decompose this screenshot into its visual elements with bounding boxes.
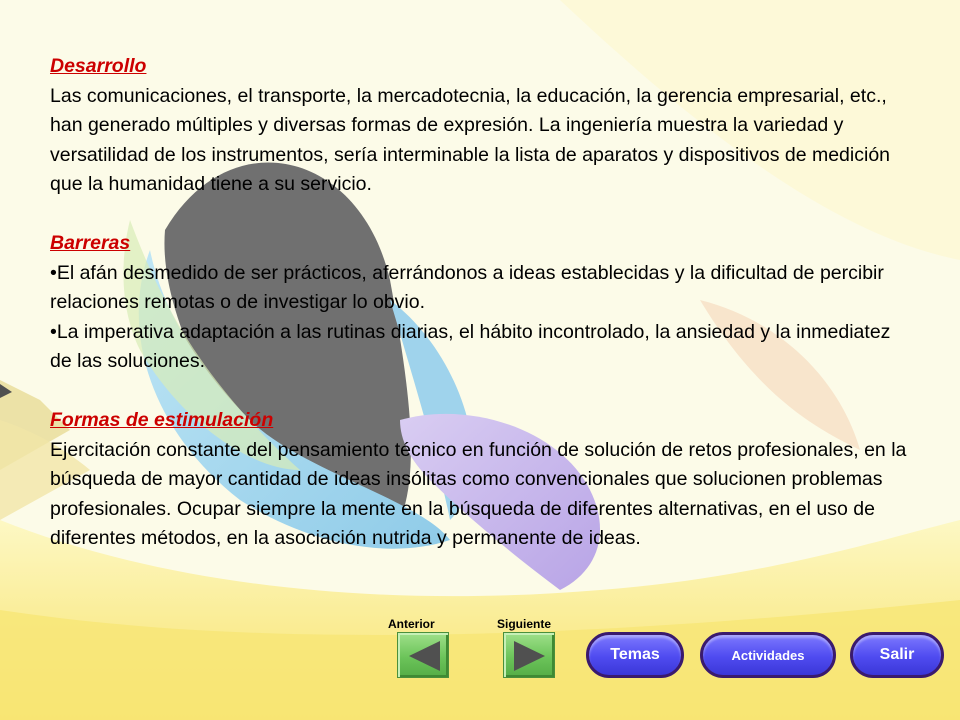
topics-button[interactable] (586, 632, 684, 678)
exit-button[interactable] (850, 632, 944, 678)
slide-content (50, 52, 910, 554)
activities-button-label: Actividades (731, 647, 805, 663)
heading-barreras: Barreras (50, 232, 131, 254)
left-triangle-icon (406, 639, 442, 673)
paragraph-desarrollo: Las comunicaciones, el transporte, la mercadotecnia, la educación, la gerencia empresarial, etc., han generado múltiples y diversas formas de expresión. La ingeniería muestra la variedad y versatilidad de los instrumentos, sería interminable la lista de aparatos y dispositivos de medición que la humanidad tiene a su servicio. (50, 84, 891, 195)
topics-button-label: Temas (610, 646, 660, 663)
previous-button[interactable] (397, 632, 449, 678)
next-label: Siguiente (497, 617, 552, 631)
right-triangle-icon (512, 639, 548, 673)
heading-desarrollo: Desarrollo (50, 55, 147, 77)
previous-label: Anterior (388, 617, 435, 631)
activities-button[interactable] (700, 632, 836, 678)
next-button[interactable] (503, 632, 555, 678)
heading-formas-estimulacion: Formas de estimulación (50, 409, 274, 431)
bullet-barrera-1: •El afán desmedido de ser prácticos, aferrándonos a ideas establecidas y la dificultad de percibir relaciones remotas o de investigar lo obvio. (50, 261, 884, 313)
paragraph-formas-estimulacion: Ejercitación constante del pensamiento técnico en función de solución de retos profesionales, en la búsqueda de mayor cantidad de ideas insólitas como convencionales que solucionen problemas profesionales. Ocupar siempre la mente en la búsqueda de diferentes alternativas, en el uso de diferentes métodos, en la asociación nutrida y permanente de ideas. (50, 438, 907, 549)
exit-button-label: Salir (879, 646, 915, 663)
bullet-barrera-2: •La imperativa adaptación a las rutinas diarias, el hábito incontrolado, la ansiedad y la inmediatez de las soluciones. (50, 320, 891, 372)
